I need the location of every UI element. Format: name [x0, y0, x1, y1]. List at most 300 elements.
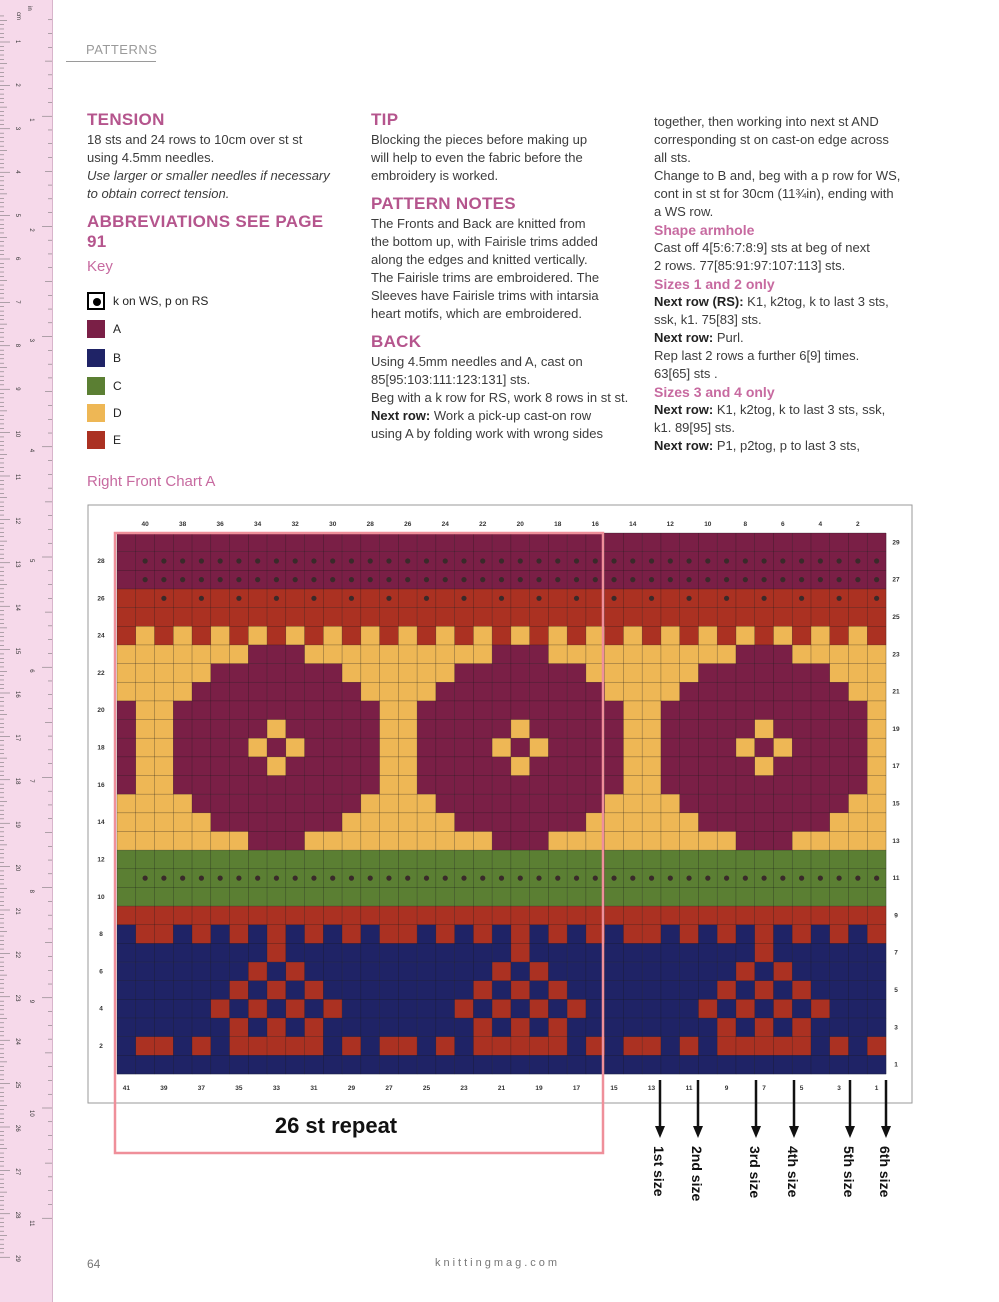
ruler-cm-number: 16	[14, 691, 20, 698]
size-label: 3rd size	[747, 1146, 763, 1199]
chart-cell	[642, 999, 661, 1018]
chart-cell	[698, 682, 717, 701]
ruler-cm-number: 5	[14, 213, 20, 217]
notes-line: The Fronts and Back are knitted from	[371, 216, 586, 231]
ruler-cm-number: 13	[14, 560, 20, 568]
chart-cell	[192, 1037, 211, 1056]
chart-cell	[736, 1018, 755, 1037]
chart-cell	[548, 645, 567, 664]
chart-cell	[567, 962, 586, 981]
stitch-dot	[799, 577, 804, 582]
chart-cell	[792, 850, 811, 869]
stitch-dot	[255, 577, 260, 582]
chart-cell	[173, 608, 192, 627]
stitch-dot	[405, 558, 410, 563]
chart-cell	[230, 1037, 249, 1056]
chart-cell	[680, 794, 699, 813]
chart-cell	[698, 645, 717, 664]
ruler-in-number: 2	[28, 228, 34, 232]
chart-cell	[567, 943, 586, 962]
chart-cell	[792, 664, 811, 683]
chart-cell	[567, 701, 586, 720]
chart-cell	[267, 794, 286, 813]
chart-cell	[530, 925, 549, 944]
chart-cell	[230, 776, 249, 795]
chart-cell	[230, 925, 249, 944]
chart-cell	[473, 720, 492, 739]
chart-cell	[436, 999, 455, 1018]
chart-cell	[605, 626, 624, 645]
chart-cell	[211, 999, 230, 1018]
right-row-number: 5	[894, 987, 898, 995]
chart-cell	[530, 981, 549, 1000]
chart-cell	[736, 887, 755, 906]
chart-cell	[867, 813, 886, 832]
chart-cell	[661, 943, 680, 962]
chart-cell	[323, 626, 342, 645]
chart-cell	[792, 776, 811, 795]
pattern-notes-heading: PATTERN NOTES	[371, 194, 516, 213]
right-row-number: 19	[892, 725, 900, 733]
chart-cell	[417, 776, 436, 795]
ruler-cm-label: cm	[15, 12, 21, 20]
size-arrow-head	[693, 1126, 703, 1138]
chart-cell	[455, 608, 474, 627]
chart-cell	[530, 887, 549, 906]
stitch-dot	[461, 876, 466, 881]
chart-cell	[811, 925, 830, 944]
chart-cell	[192, 1018, 211, 1037]
chart-cell	[830, 645, 849, 664]
chart-cell	[173, 831, 192, 850]
stitch-dot	[705, 558, 710, 563]
chart-cell	[773, 701, 792, 720]
top-stitch-number: 32	[291, 521, 299, 528]
size-arrow-head	[881, 1126, 891, 1138]
chart-cell	[192, 794, 211, 813]
tension-heading: TENSION	[87, 110, 165, 129]
stitch-dot	[236, 558, 241, 563]
chart-cell	[567, 850, 586, 869]
chart-cell	[248, 850, 267, 869]
chart-cell	[511, 925, 530, 944]
chart-cell	[717, 962, 736, 981]
chart-cell	[267, 664, 286, 683]
chart-cell	[623, 776, 642, 795]
stitch-dot	[499, 577, 504, 582]
chart-cell	[267, 1037, 286, 1056]
chart-cell	[623, 720, 642, 739]
chart-cell	[736, 738, 755, 757]
abbreviations-heading: ABBREVIATIONS SEE PAGE 91	[87, 212, 324, 251]
key-label: C	[113, 379, 122, 393]
chart-cell	[661, 626, 680, 645]
chart-cell	[417, 533, 436, 552]
chart-cell	[155, 981, 174, 1000]
chart-cell	[792, 645, 811, 664]
chart-cell	[286, 906, 305, 925]
chart-cell	[530, 1055, 549, 1074]
chart-cell	[136, 701, 155, 720]
chart-cell	[661, 776, 680, 795]
stitch-dot	[761, 577, 766, 582]
chart-cell	[323, 533, 342, 552]
top-stitch-number: 8	[743, 521, 748, 528]
stitch-dot	[686, 558, 691, 563]
chart-cell	[530, 999, 549, 1018]
chart-cell	[342, 738, 361, 757]
chart-cell	[473, 757, 492, 776]
chart-cell	[117, 925, 136, 944]
chart-cell	[361, 943, 380, 962]
chart-cell	[211, 794, 230, 813]
chart-cell	[680, 1018, 699, 1037]
chart-cell	[736, 943, 755, 962]
ruler-cm-number: 17	[14, 734, 20, 742]
chart-cell	[830, 701, 849, 720]
chart-cell	[473, 906, 492, 925]
chart-cell	[267, 645, 286, 664]
stitch-dot	[649, 558, 654, 563]
chart-cell	[548, 999, 567, 1018]
right-row-number: 9	[894, 912, 898, 920]
chart-cell	[136, 850, 155, 869]
chart-cell	[417, 1037, 436, 1056]
stitch-dot	[443, 876, 448, 881]
chart-cell	[717, 608, 736, 627]
chart-cell	[398, 981, 417, 1000]
chart-cell	[136, 757, 155, 776]
chart-cell	[867, 757, 886, 776]
chart-cell	[361, 831, 380, 850]
chart-cell	[717, 776, 736, 795]
chart-cell	[642, 813, 661, 832]
chart-cell	[136, 776, 155, 795]
stitch-dot	[668, 577, 673, 582]
bottom-stitch-number: 37	[197, 1085, 206, 1092]
chart-cell	[473, 962, 492, 981]
ruler-in-label: in	[26, 6, 32, 11]
chart-cell	[492, 701, 511, 720]
chart-cell	[155, 720, 174, 739]
next-row-label: Next row:	[654, 438, 714, 453]
bottom-stitch-number: 31	[310, 1085, 318, 1092]
chart-cell	[773, 794, 792, 813]
chart-cell	[455, 776, 474, 795]
chart-cell	[473, 608, 492, 627]
chart-cell	[305, 831, 324, 850]
stitch-dot	[593, 876, 598, 881]
pattern-line: 2 rows. 77[85:91:97:107:113] sts.	[654, 258, 846, 273]
chart-cell	[117, 701, 136, 720]
chart-cell	[380, 738, 399, 757]
top-stitch-number: 26	[404, 521, 412, 528]
chart-cell	[623, 626, 642, 645]
chart-cell	[398, 645, 417, 664]
chart-cell	[680, 757, 699, 776]
right-row-number: 11	[892, 875, 900, 883]
chart-cell	[342, 701, 361, 720]
stitch-dot	[180, 558, 185, 563]
chart-cell	[117, 813, 136, 832]
chart-cell	[492, 887, 511, 906]
chart-cell	[230, 887, 249, 906]
chart-cell	[436, 813, 455, 832]
chart-cell	[211, 738, 230, 757]
chart-cell	[361, 701, 380, 720]
chart-cell	[773, 887, 792, 906]
chart-cell	[211, 925, 230, 944]
chart-cell	[173, 999, 192, 1018]
chart-cell	[755, 626, 774, 645]
bottom-stitch-number: 21	[497, 1085, 506, 1092]
chart-cell	[736, 962, 755, 981]
chart-cell	[117, 626, 136, 645]
chart-cell	[680, 887, 699, 906]
chart-cell	[155, 962, 174, 981]
chart-cell	[811, 1037, 830, 1056]
chart-cell	[173, 850, 192, 869]
chart-cell	[773, 906, 792, 925]
chart-cell	[605, 981, 624, 1000]
chart-cell	[867, 608, 886, 627]
chart-cell	[661, 831, 680, 850]
chart-cell	[305, 738, 324, 757]
chart-cell	[755, 664, 774, 683]
stitch-dot	[480, 876, 485, 881]
stitch-dot	[649, 577, 654, 582]
left-row-number: 2	[99, 1043, 103, 1051]
chart-cell	[342, 1018, 361, 1037]
chart-cell	[380, 906, 399, 925]
chart-cell	[398, 887, 417, 906]
size-arrow-head	[655, 1126, 665, 1138]
chart-cell	[605, 943, 624, 962]
chart-cell	[492, 831, 511, 850]
chart-cell	[792, 1018, 811, 1037]
chart-cell	[736, 1037, 755, 1056]
tension-note-1: Use larger or smaller needles if necessary	[87, 168, 330, 183]
chart-cell	[623, 981, 642, 1000]
chart-cell	[267, 720, 286, 739]
chart-cell	[605, 720, 624, 739]
chart-cell	[267, 533, 286, 552]
chart-cell	[473, 850, 492, 869]
chart-cell	[455, 1055, 474, 1074]
chart-cell	[380, 887, 399, 906]
chart-cell	[811, 962, 830, 981]
back-line: Beg with a k row for RS, work 8 rows in st st.	[371, 390, 629, 405]
chart-cell	[642, 1018, 661, 1037]
chart-cell	[548, 906, 567, 925]
stitch-dot	[143, 577, 148, 582]
chart-cell	[305, 906, 324, 925]
chart-cell	[342, 981, 361, 1000]
chart-cell	[548, 701, 567, 720]
chart-cell	[642, 757, 661, 776]
chart-cell	[342, 906, 361, 925]
size-label: 1st size	[651, 1146, 667, 1197]
ruler-cm-number: 8	[14, 343, 20, 348]
chart-cell	[792, 981, 811, 1000]
chart-cell	[398, 906, 417, 925]
chart-cell	[492, 925, 511, 944]
chart-cell	[698, 720, 717, 739]
chart-cell	[155, 887, 174, 906]
stitch-dot	[518, 558, 523, 563]
stitch-dot	[630, 558, 635, 563]
chart-cell	[473, 776, 492, 795]
chart-cell	[192, 757, 211, 776]
ruler-in-number: 8	[28, 889, 34, 893]
chart-cell	[511, 682, 530, 701]
chart-cell	[267, 776, 286, 795]
notes-line: The Fairisle trims are embroidered. The	[371, 270, 600, 285]
stitch-dot	[274, 596, 279, 601]
chart-cell	[305, 887, 324, 906]
chart-cell	[436, 943, 455, 962]
chart-cell	[173, 626, 192, 645]
notes-line: heart motifs, which are embroidered.	[371, 306, 582, 321]
chart-cell	[173, 813, 192, 832]
chart-cell	[305, 1018, 324, 1037]
chart-cell	[830, 608, 849, 627]
chart-cell	[230, 999, 249, 1018]
chart-cell	[867, 925, 886, 944]
chart-cell	[417, 943, 436, 962]
stitch-dot	[349, 596, 354, 601]
stitch-dot	[761, 558, 766, 563]
chart-cell	[323, 887, 342, 906]
chart-cell	[680, 1055, 699, 1074]
chart-cell	[848, 850, 867, 869]
ruler-cm-number: 25	[14, 1081, 20, 1089]
stitch-dot	[724, 577, 729, 582]
chart-cell	[605, 757, 624, 776]
chart-cell	[286, 925, 305, 944]
chart-cell	[398, 1055, 417, 1074]
chart-cell	[230, 794, 249, 813]
chart-cell	[867, 533, 886, 552]
chart-cell	[380, 776, 399, 795]
chart-cell	[530, 664, 549, 683]
chart-cell	[398, 626, 417, 645]
chart-cell	[211, 906, 230, 925]
chart-cell	[155, 1055, 174, 1074]
chart-cell	[811, 533, 830, 552]
chart-cell	[192, 682, 211, 701]
chart-cell	[248, 831, 267, 850]
bottom-stitch-number: 15	[610, 1085, 618, 1092]
chart-cell	[211, 1037, 230, 1056]
chart-cell	[473, 738, 492, 757]
chart-cell	[286, 682, 305, 701]
chart-cell	[717, 626, 736, 645]
chart-cell	[642, 664, 661, 683]
chart-cell	[698, 608, 717, 627]
chart-cell	[230, 906, 249, 925]
chart-cell	[117, 999, 136, 1018]
chart-cell	[717, 1055, 736, 1074]
chart-cell	[473, 813, 492, 832]
chart-cell	[117, 831, 136, 850]
bottom-stitch-number: 1	[874, 1085, 879, 1092]
chart-cell	[136, 682, 155, 701]
chart-cell	[398, 664, 417, 683]
right-row-number: 17	[892, 763, 900, 771]
chart-cell	[286, 794, 305, 813]
chart-cell	[286, 701, 305, 720]
chart-cell	[548, 887, 567, 906]
chart-cell	[192, 906, 211, 925]
chart-cell	[530, 608, 549, 627]
chart-cell	[211, 850, 230, 869]
chart-cell	[455, 981, 474, 1000]
stitch-dot	[461, 558, 466, 563]
chart-cell	[811, 813, 830, 832]
chart-cell	[361, 962, 380, 981]
chart-cell	[605, 776, 624, 795]
chart-cell	[567, 608, 586, 627]
chart-cell	[117, 776, 136, 795]
stitch-dot	[274, 577, 279, 582]
chart-cell	[567, 794, 586, 813]
chart-cell	[436, 831, 455, 850]
chart-cell	[605, 738, 624, 757]
chart-cell	[623, 738, 642, 757]
stitch-dot	[293, 577, 298, 582]
chart-cell	[211, 887, 230, 906]
chart-cell	[380, 664, 399, 683]
chart-cell	[230, 943, 249, 962]
chart-cell	[323, 962, 342, 981]
chart-cell	[605, 831, 624, 850]
chart-cell	[455, 757, 474, 776]
chart-cell	[680, 943, 699, 962]
chart-cell	[698, 776, 717, 795]
chart-cell	[736, 720, 755, 739]
next-row-text: P1, p2tog, p to last 3 sts,	[713, 438, 860, 453]
chart-cell	[361, 981, 380, 1000]
chart-cell	[792, 626, 811, 645]
chart-cell	[530, 962, 549, 981]
stitch-dot	[311, 577, 316, 582]
chart-cell	[492, 794, 511, 813]
chart-cell	[623, 906, 642, 925]
chart-cell	[155, 943, 174, 962]
chart-cell	[342, 962, 361, 981]
chart-cell	[361, 738, 380, 757]
chart-cell	[455, 794, 474, 813]
chart-cell	[455, 850, 474, 869]
chart-cell	[248, 608, 267, 627]
chart-cell	[736, 626, 755, 645]
chart-cell	[661, 757, 680, 776]
stitch-dot	[555, 876, 560, 881]
chart-cell	[323, 999, 342, 1018]
chart-cell	[248, 720, 267, 739]
chart-cell	[342, 757, 361, 776]
chart-cell	[136, 1018, 155, 1037]
chart-cell	[698, 794, 717, 813]
chart-cell	[830, 962, 849, 981]
left-row-number: 14	[97, 819, 105, 827]
chart-cell	[248, 794, 267, 813]
chart-cell	[230, 962, 249, 981]
chart-cell	[286, 608, 305, 627]
chart-cell	[380, 682, 399, 701]
chart-cell	[623, 701, 642, 720]
